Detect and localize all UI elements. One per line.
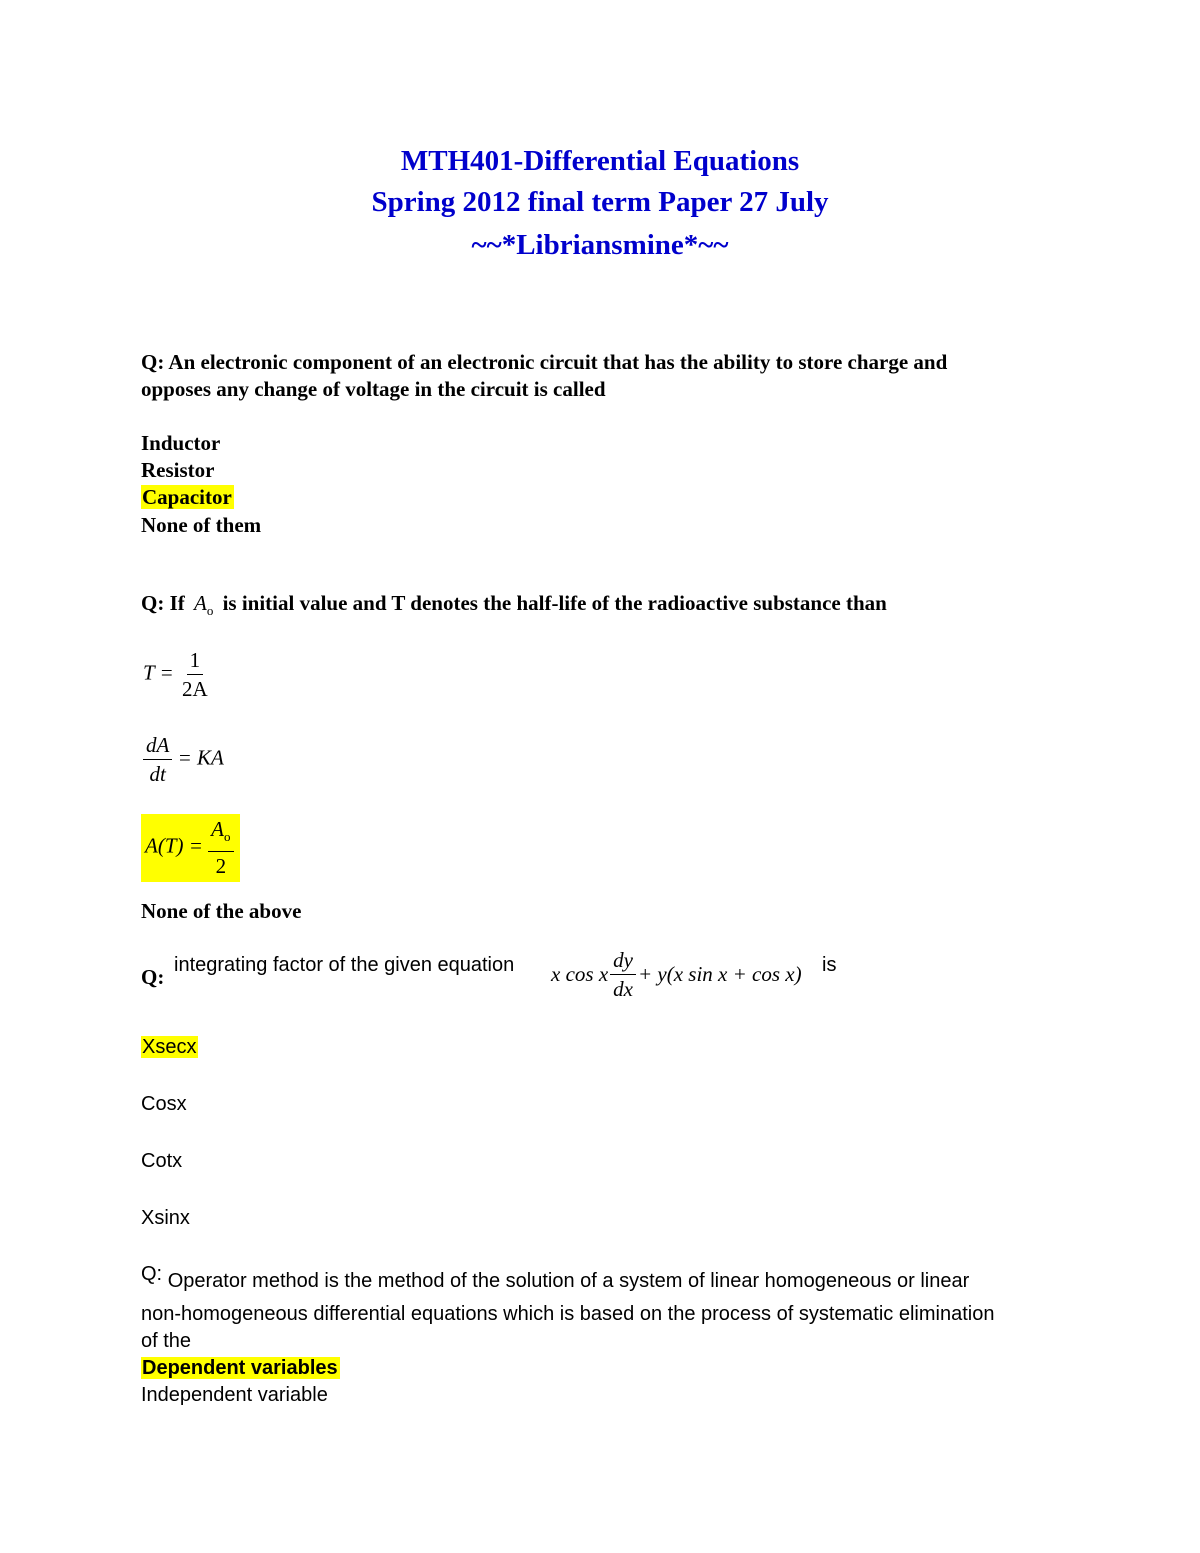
course-title: MTH401-Differential Equations — [400, 145, 800, 177]
q4-text-line1: Operator method is the method of the solution of a system of linear homogeneous or linear — [167, 1270, 970, 1292]
q2-option-4: None of the above — [141, 899, 302, 923]
q1-option-inductor: Inductor — [141, 431, 221, 455]
q1-option-none: None of them — [141, 513, 262, 537]
q1-line1 — [141, 349, 947, 376]
author-tag: ~~*Libriansmine*~~ — [471, 229, 729, 261]
q2-text: is initial value and T denotes the half-life of the radioactive substance than — [222, 591, 887, 615]
q3-option-xsecx-answer: Xsecx — [142, 1036, 197, 1058]
q2-variable: $A_o$ — [194, 591, 214, 618]
q1-option-capacitor-answer: Capacitor — [142, 485, 232, 509]
q4-option-dependent-variables-answer: Dependent variables — [142, 1357, 338, 1379]
q1-label: Q: — [141, 350, 165, 374]
q3-text: integrating factor of the given equation — [174, 954, 515, 976]
q3-equation: x cos x $\frac{dy}{dx}$ + y(x sin x + cos x) — [551, 948, 802, 1001]
q4-line1 — [141, 1263, 970, 1295]
q3-option-cotx: Cotx — [141, 1150, 183, 1172]
paper-subtitle: Spring 2012 final term Paper 27 July — [371, 186, 829, 218]
q4-text-line3: of the — [141, 1330, 192, 1352]
q2-option-2-formula: $\frac{dA}{dt}$ = KA — [143, 733, 224, 786]
q1-text-line2: opposes any change of voltage in the circuit is called — [141, 377, 606, 401]
q2-option-3-formula-answer: A(T) = $\frac{A_o}{2}$ — [141, 814, 240, 882]
q3-label: Q: — [141, 965, 165, 989]
q3-option-xsinx: Xsinx — [141, 1207, 190, 1229]
q2-option-1-formula: T = $\frac{1}{2A}$ — [143, 648, 208, 701]
q2-line — [141, 590, 887, 624]
q3-option-cosx: Cosx — [141, 1093, 187, 1115]
q3-suffix: is — [822, 954, 837, 976]
q4-option-independent-variable: Independent variable — [141, 1384, 328, 1406]
q4-text-line2: non-homogeneous differential equations which is based on the process of systematic elimination — [141, 1303, 995, 1325]
q4-label: Q: — [141, 1263, 163, 1285]
q2-label: Q: If — [141, 591, 185, 615]
q1-option-resistor: Resistor — [141, 458, 215, 482]
q1-text-line1: An electronic component of an electronic circuit that has the ability to store charge and — [168, 350, 948, 374]
